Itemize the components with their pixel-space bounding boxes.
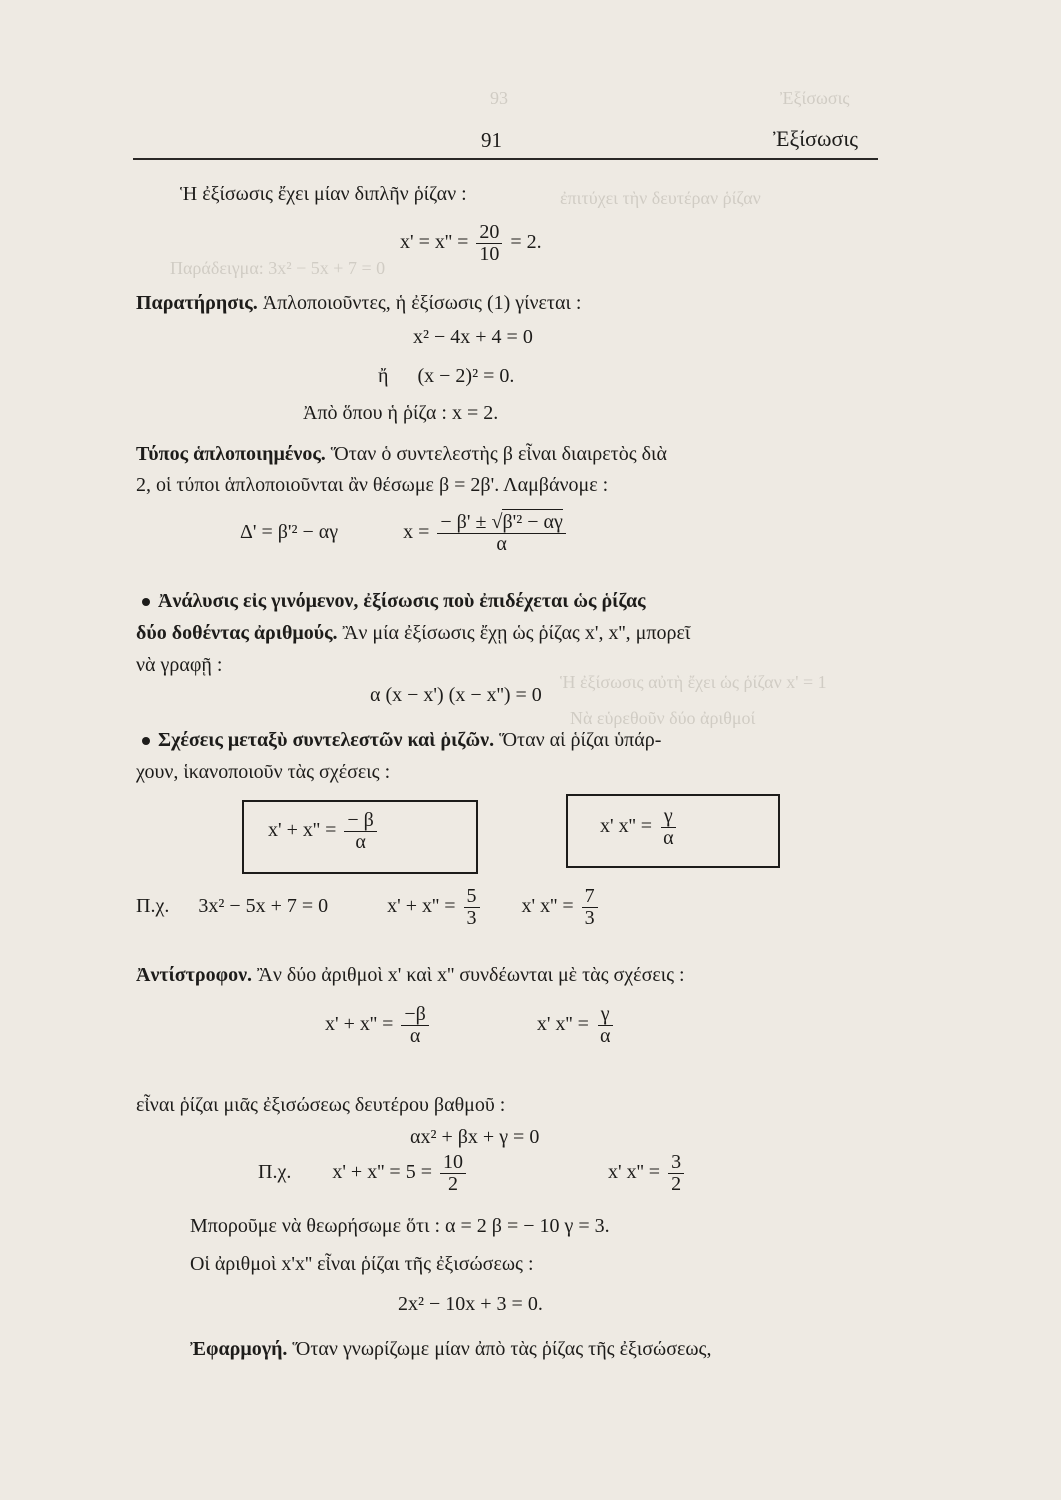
section-text: Ἂν μία ἐξίσωσις ἔχῃ ὡς ῥίζας x', x'', μπορεῖ xyxy=(342,622,691,644)
bleed-through-text: Ἡ ἐξίσωσις αὐτὴ ἔχει ὡς ῥίζαν x' = 1 xyxy=(560,672,827,692)
paragraph xyxy=(136,964,685,987)
paragraph: νὰ γραφῇ : xyxy=(136,654,223,676)
equation-lhs: x' x'' = xyxy=(521,895,574,918)
section-text: Ἁπλοποιοῦντες, ἡ ἐξίσωσις (1) γίνεται : xyxy=(262,292,582,314)
denominator: α xyxy=(599,1025,611,1047)
fraction xyxy=(597,1004,613,1047)
section-label: δύο δοθέντας ἀριθμούς. xyxy=(136,622,338,644)
equation xyxy=(600,806,680,849)
example-line xyxy=(136,886,601,929)
denominator: 3 xyxy=(466,907,477,929)
page-number: 91 xyxy=(481,128,502,152)
equation-lhs: x' x'' = xyxy=(536,1013,589,1036)
running-title: Ἐξίσωσις xyxy=(773,126,859,151)
equation: 2x² − 10x + 3 = 0. xyxy=(398,1293,543,1315)
equation: x² − 4x + 4 = 0 xyxy=(413,326,533,348)
equation xyxy=(268,810,380,853)
paragraph: χουν, ἱκανοποιοῦν τὰς σχέσεις : xyxy=(136,761,391,783)
fraction xyxy=(582,886,598,929)
numerator: −β xyxy=(401,1004,428,1026)
denominator: 10 xyxy=(479,243,500,265)
bullet-icon xyxy=(142,598,150,606)
numerator: 5 xyxy=(464,886,480,908)
paragraph xyxy=(136,622,690,645)
numerator: 3 xyxy=(668,1152,684,1174)
equation xyxy=(240,512,569,555)
paragraph: Μποροῦμε νὰ θεωρήσωμε ὅτι : α = 2 β = − 10 γ = 3. xyxy=(190,1215,610,1237)
section-text: Ὅταν γνωρίζωμε μίαν ἀπὸ τὰς ῥίζας τῆς ἐξισώσεως, xyxy=(292,1338,712,1360)
example-label: Π.χ. xyxy=(136,895,170,918)
equation: Ἀπὸ ὅπου ἡ ῥίζα : x = 2. xyxy=(303,402,499,424)
fraction xyxy=(660,806,676,849)
paragraph: 2, οἱ τύποι ἁπλοποιοῦνται ἂν θέσωμε β = 2β'. Λαμβάνομε : xyxy=(136,474,609,496)
equation-lhs: x' = x'' = xyxy=(400,231,469,254)
numerator: 7 xyxy=(582,886,598,908)
numerator: − β xyxy=(344,810,376,832)
section-label: Ἀντίστροφον. xyxy=(136,964,253,986)
radicand: β'² − αγ xyxy=(502,511,563,533)
equation-lhs: x' + x'' = xyxy=(268,819,337,842)
equation-lhs: x' + x'' = xyxy=(325,1013,394,1036)
delta-formula: Δ' = β'² − αγ xyxy=(240,521,339,544)
bleed-through-text: 93 xyxy=(490,88,508,108)
section-label: Ἐφαρμογή. xyxy=(190,1338,288,1360)
fraction xyxy=(668,1152,684,1195)
paragraph: εἶναι ῥίζαι μιᾶς ἐξισώσεως δευτέρου βαθμοῦ : xyxy=(136,1094,506,1116)
numerator: γ xyxy=(598,1004,613,1026)
paragraph xyxy=(190,1338,711,1361)
equation: α (x − x') (x − x'') = 0 xyxy=(370,684,542,706)
bleed-through-text: ἐπιτύχει τὴν δευτέραν ῥίζαν xyxy=(560,188,761,208)
equation: αx² + βx + γ = 0 xyxy=(410,1126,540,1148)
equation xyxy=(325,1004,616,1047)
example-label: Π.χ. xyxy=(258,1161,292,1184)
paragraph xyxy=(136,292,581,315)
section-label: Σχέσεις μεταξὺ συντελεστῶν καὶ ῥιζῶν. xyxy=(158,729,495,751)
fraction xyxy=(401,1004,428,1047)
section-label: Παρατήρησις. xyxy=(136,292,258,314)
denominator: 3 xyxy=(584,907,595,929)
section-text: Ὅταν αἱ ῥίζαι ὑπάρ- xyxy=(499,729,662,751)
equation xyxy=(400,222,542,265)
equation-rhs: = 2. xyxy=(510,231,542,254)
section-text: Ὅταν ὁ συντελεστὴς β εἶναι διαιρετὸς διὰ xyxy=(330,443,667,465)
fraction xyxy=(344,810,376,853)
equation-expr: (x − 2)² = 0. xyxy=(417,365,515,387)
equation-lhs: x' x'' = xyxy=(607,1161,661,1184)
section-label: Ἀνάλυσις εἰς γινόμενον, ἐξίσωσις ποὺ ἐπιδέχεται ὡς ῥίζας xyxy=(158,590,646,612)
paragraph xyxy=(136,443,667,466)
bullet-icon xyxy=(142,737,150,745)
numerator: − β' ± √β'² − αγ xyxy=(437,512,565,534)
denominator: α xyxy=(355,831,366,853)
x-label: x = xyxy=(403,521,430,544)
fraction xyxy=(476,222,502,265)
paragraph xyxy=(142,729,661,752)
header-rule xyxy=(133,158,878,160)
numerator: γ xyxy=(661,806,676,828)
bleed-through-text: Νὰ εὑρεθοῦν δύο ἀριθμοί xyxy=(570,708,756,728)
equation: 3x² − 5x + 7 = 0 xyxy=(198,895,329,918)
equation xyxy=(378,365,514,388)
denominator: 2 xyxy=(671,1173,682,1195)
denominator: α xyxy=(496,533,507,555)
numerator: 20 xyxy=(476,222,502,244)
fraction xyxy=(437,512,565,555)
paragraph: Οἱ ἀριθμοὶ x'x'' εἶναι ῥίζαι τῆς ἐξισώσεως : xyxy=(190,1253,534,1275)
numerator-part: − β' ± xyxy=(440,511,487,533)
fraction xyxy=(440,1152,466,1195)
paragraph xyxy=(142,590,646,613)
section-label: Τύπος ἁπλοποιημένος. xyxy=(136,443,326,465)
equation-lhs: x' x'' = xyxy=(600,815,653,838)
denominator: α xyxy=(409,1025,421,1047)
equation-lhs: x' + x'' = 5 = xyxy=(332,1161,432,1184)
denominator: 2 xyxy=(447,1173,458,1195)
numerator: 10 xyxy=(440,1152,466,1174)
paragraph: Ἡ ἐξίσωσις ἔχει μίαν διπλῆν ῥίζαν : xyxy=(180,183,467,205)
denominator: α xyxy=(663,827,674,849)
example-line xyxy=(258,1152,687,1195)
fraction xyxy=(464,886,480,929)
or-word: ἤ xyxy=(378,365,389,387)
bleed-through-text: Παράδειγμα: 3x² − 5x + 7 = 0 xyxy=(170,258,386,278)
section-text: Ἂν δύο ἀριθμοὶ x' καὶ x'' συνδέωνται μὲ τὰς σχέσεις : xyxy=(257,964,685,986)
bleed-through-text: Ἐξίσωσις xyxy=(780,88,850,108)
equation-lhs: x' + x'' = xyxy=(387,895,456,918)
